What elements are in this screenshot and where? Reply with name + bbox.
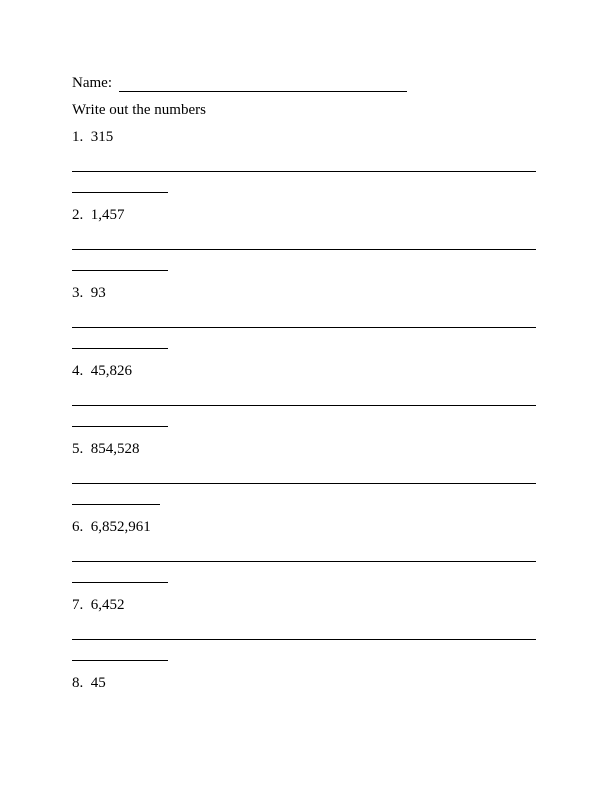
problem-4-label: 4. 45,826 <box>72 363 132 379</box>
problem-7-answer-line-2[interactable] <box>72 660 168 661</box>
name-label: Name: <box>72 75 116 91</box>
instructions-text: Write out the numbers <box>72 102 206 118</box>
problem-6-answer-line-2[interactable] <box>72 582 168 583</box>
problem-4-answer-line-2[interactable] <box>72 426 168 427</box>
problem-4-answer-line-1[interactable] <box>72 405 536 406</box>
problem-3-answer-line-2[interactable] <box>72 348 168 349</box>
problem-3-label: 3. 93 <box>72 285 106 301</box>
problem-2-label: 2. 1,457 <box>72 207 125 223</box>
problem-8-label: 8. 45 <box>72 675 106 691</box>
problem-7-label: 7. 6,452 <box>72 597 125 613</box>
problem-3-answer-line-1[interactable] <box>72 327 536 328</box>
problem-5-answer-line-1[interactable] <box>72 483 536 484</box>
problem-2-answer-line-1[interactable] <box>72 249 536 250</box>
name-answer-line[interactable] <box>119 91 407 92</box>
problem-7-answer-line-1[interactable] <box>72 639 536 640</box>
problem-6-answer-line-1[interactable] <box>72 561 536 562</box>
problem-1-answer-line-1[interactable] <box>72 171 536 172</box>
problem-1-label: 1. 315 <box>72 129 114 145</box>
problem-1-answer-line-2[interactable] <box>72 192 168 193</box>
problem-6-label: 6. 6,852,961 <box>72 519 151 535</box>
problem-5-label: 5. 854,528 <box>72 441 140 457</box>
problem-2-answer-line-2[interactable] <box>72 270 168 271</box>
problem-5-answer-line-2[interactable] <box>72 504 160 505</box>
